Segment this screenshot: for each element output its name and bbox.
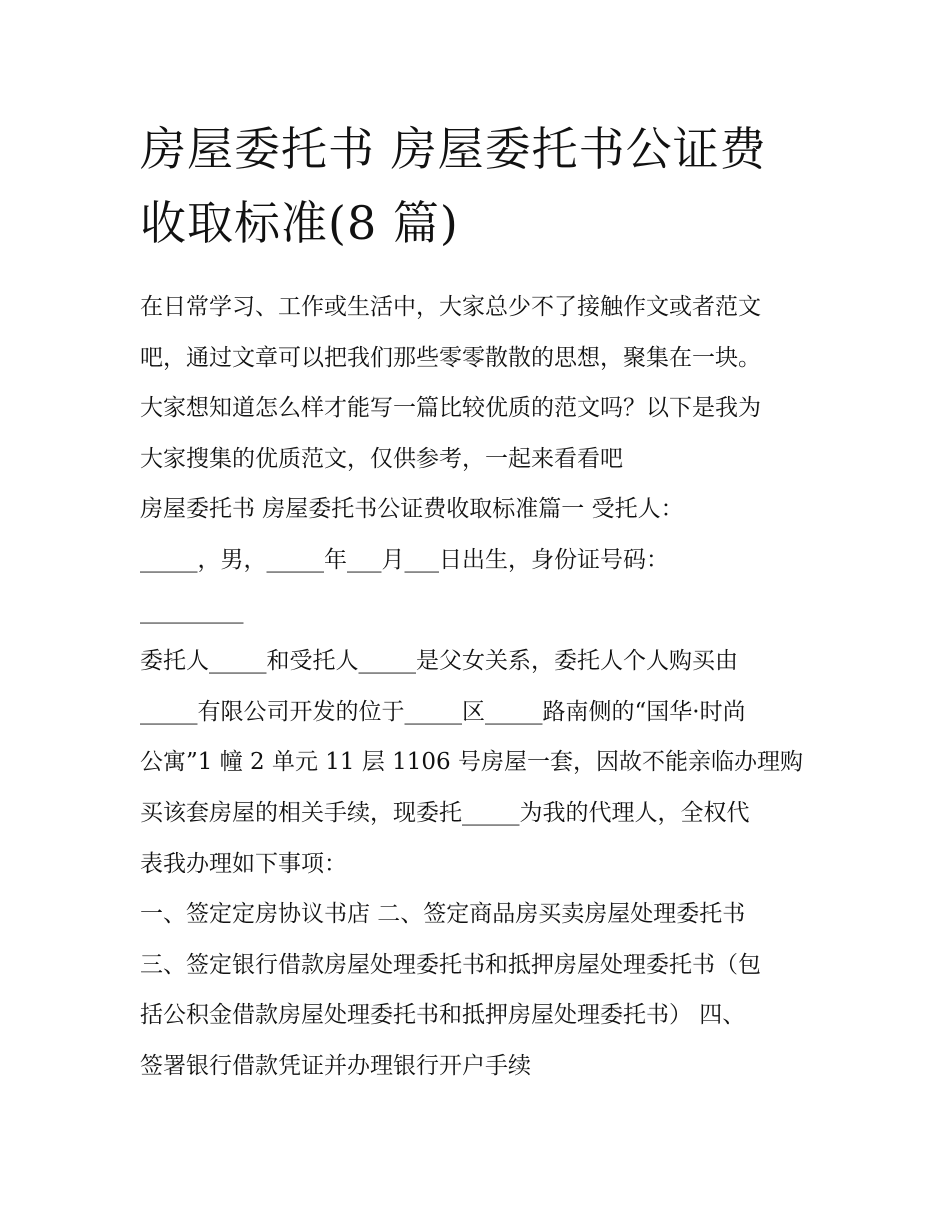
document-body	[140, 282, 820, 1092]
body-line: _____有限公司开发的位于_____区_____路南侧的“国华·时尚	[140, 698, 746, 725]
body-line: 吧，通过文章可以把我们那些零零散散的思想，聚集在一块。	[140, 344, 761, 371]
document-page	[140, 112, 820, 1092]
body-line: _____，男，_____年___月___日出生，身份证号码：	[140, 546, 669, 573]
body-line: 买该套房屋的相关手续，现委托_____为我的代理人，全权代	[140, 799, 750, 826]
body-line: 房屋委托书 房屋委托书公证费收取标准篇一 受托人：	[140, 496, 684, 523]
body-line: 委托人_____和受托人_____是父女关系，委托人个人购买由	[140, 648, 738, 675]
document-title	[140, 112, 820, 260]
body-line: _________	[140, 597, 244, 624]
title-line-1: 房屋委托书 房屋委托书公证费	[140, 122, 767, 176]
body-line: 公寓”1 幢 2 单元 11 层 1106 号房屋一套，因故不能亲临办理购	[140, 749, 804, 776]
body-line: 在日常学习、工作或生活中，大家总少不了接触作文或者范文	[140, 294, 761, 320]
body-line: 一、签定定房协议书店 二、签定商品房买卖房屋处理委托书	[140, 901, 746, 928]
body-line: 三、签定银行借款房屋处理委托书和抵押房屋处理委托书（包	[140, 951, 761, 978]
body-line: 签署银行借款凭证并办理银行开户手续	[140, 1052, 531, 1079]
body-line: 大家想知道怎么样才能写一篇比较优质的范文吗？以下是我为	[140, 395, 761, 422]
body-line: 括公积金借款房屋处理委托书和抵押房屋处理委托书） 四、	[140, 1002, 746, 1029]
title-line-2: 收取标准(8 篇)	[140, 196, 459, 250]
body-line: 表我办理如下事项：	[140, 850, 347, 877]
body-line: 大家搜集的优质范文，仅供参考，一起来看看吧	[140, 445, 623, 472]
